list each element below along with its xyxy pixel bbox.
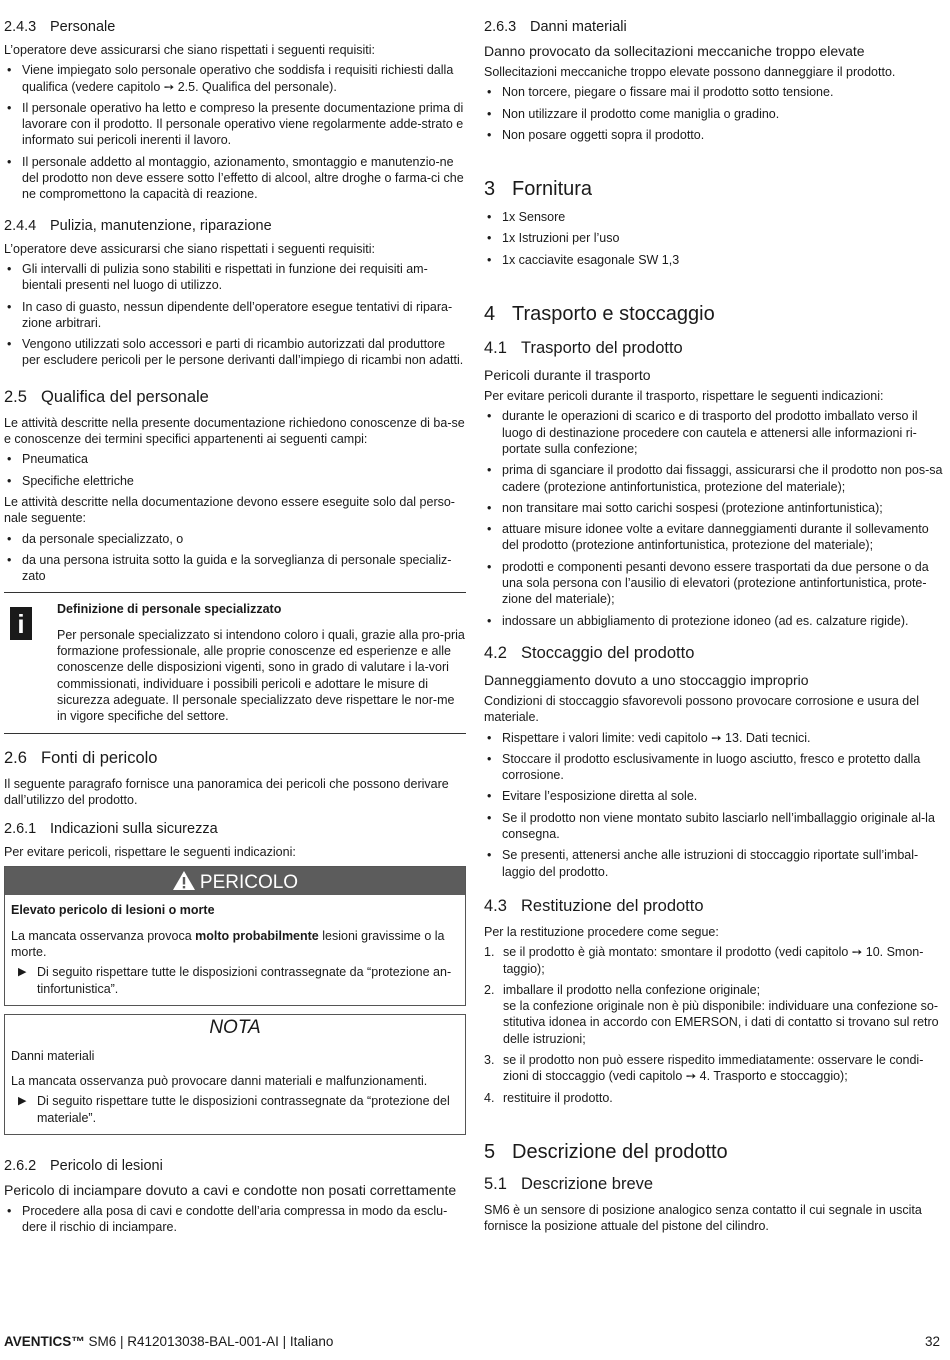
list-item: • attuare misure idonee volte a evitare danneggiamenti durante il sollevamento del prodotto (protezione antinfortunistica, protezione del materiale); [484, 521, 946, 554]
notice-header: NOTA [209, 1016, 261, 1038]
note-title: Definizione di personale specializzato [57, 602, 282, 617]
danger-title: Elevato pericolo di lesioni o morte [11, 903, 215, 918]
document-info: SM6 | R412013038-BAL-001-AI | Italiano [84, 1334, 334, 1349]
list-item: • Evitare l’esposizione diretta al sole. [484, 788, 946, 804]
list-item: • prodotti e componenti pesanti devono essere trasportati da due persone o da una sola persona con l’ausilio di elevatori (protezione antinfortunistica, prote-zione del materiale); [484, 559, 946, 608]
heading-2-4-4: 2.4.4 Pulizia, manutenzione, riparazione [4, 217, 272, 234]
list-item: • Non torcere, piegare o fissare mai il prodotto sotto tensione. [484, 84, 946, 100]
note-text: Per personale specializzato si intendono coloro i quali, grazie alla pro-pria formazione professionale, alle proprie conoscenze ed esperienze e alle conoscenze delle disposizioni vigenti, sono in grado di valutare i la-vori commissionati, individuare i possibili pericoli e adottare le misure di sicurezza adeguate. Il personale specializzato deve rispettare le nor-me in vigore specifiche del settore. [57, 627, 465, 724]
subheading: Pericoli durante il trasporto [484, 367, 651, 384]
list-item: • Il personale operativo ha letto e compreso la presente documentazione prima di lavorare con il prodotto. Il personale operativo viene regolarmente adde-strato e informato sui pericoli inerenti il lavoro. [4, 100, 466, 149]
bullet-list [484, 730, 946, 880]
info-note [4, 592, 466, 733]
paragraph: Condizioni di stoccaggio sfavorevoli possono provocare corrosione e usura del materiale. [484, 693, 919, 725]
list-item: • In caso di guasto, nessun dipendente dell’operatore esegue tentativi di ripara-zione arbitrari. [4, 299, 466, 332]
heading-2-6-3: 2.6.3 Danni materiali [484, 19, 627, 35]
list-item: • Il personale addetto al montaggio, azionamento, smontaggio e manutenzio-ne del prodotto non deve essere sotto l’effetto di alcool, altre droghe o farma-ci che ne compromettono la capacità di reazione. [4, 154, 466, 203]
bullet-list [4, 261, 466, 369]
paragraph: Il seguente paragrafo fornisce una panoramica dei pericoli che possono derivare dall’utilizzo del prodotto. [4, 776, 449, 807]
list-item: • Se il prodotto non viene montato subito lasciarlo nell’imballaggio originale al-la consegna. [484, 810, 946, 843]
bullet-list [484, 209, 946, 268]
heading-2-6-2: 2.6.2 Pericolo di lesioni [4, 1158, 163, 1175]
action-arrow-icon: ▶ [18, 1095, 27, 1108]
danger-text: La mancata osservanza provoca molto probabilmente lesioni gravissime o la morte. [11, 928, 445, 959]
subheading: Danno provocato da sollecitazioni meccaniche troppo elevate [484, 43, 865, 59]
bullet-list [4, 62, 466, 202]
warning-triangle-icon [172, 870, 196, 900]
heading-3: 3 Fornitura [484, 178, 593, 201]
brand-name: AVENTICS™ [4, 1334, 85, 1349]
bullet-list [4, 451, 466, 489]
heading-4: 4 Trasporto e stoccaggio [484, 303, 715, 326]
page-number: 32 [924, 1334, 940, 1349]
paragraph: L’operatore deve assicurarsi che siano rispettati i seguenti requisiti: [4, 241, 376, 256]
heading-4-3: 4.3 Restituzione del prodotto [484, 896, 704, 915]
paragraph: Per evitare pericoli durante il trasporto, rispettare le seguenti indicazioni: [484, 389, 884, 404]
subheading: Pericolo di inciampare dovuto a cavi e condotte non posati correttamente [4, 1182, 457, 1199]
list-item: • Viene impiegato solo personale operativo che soddisfa i requisiti richiesti dalla qualifica (vedere capitolo ➙ 2.5. Qualifica del personale). [4, 62, 466, 95]
list-item: • da personale specializzato, o [4, 531, 466, 547]
heading-2-4-3: 2.4.3 Personale [4, 19, 116, 35]
danger-header: PERICOLO [5, 867, 465, 895]
list-item: • Non posare oggetti sopra il prodotto. [484, 127, 946, 143]
list-item: • durante le operazioni di scarico e di trasporto del prodotto imballato verso il luogo di destinazione procedere con cautela e attenersi alle informazioni ri-portate sulla confezione; [484, 408, 946, 457]
notice-text: La mancata osservanza può provocare danni materiali e malfunzionamenti. [11, 1074, 428, 1089]
bullet-list [4, 531, 466, 585]
paragraph: Per evitare pericoli, rispettare le seguenti indicazioni: [4, 845, 296, 860]
list-item: • Non utilizzare il prodotto come maniglia o gradino. [484, 106, 946, 122]
heading-5-1: 5.1 Descrizione breve [484, 1174, 654, 1193]
info-icon: i [10, 607, 32, 640]
danger-box [4, 866, 466, 1005]
bullet-list [484, 84, 946, 143]
paragraph: Sollecitazioni meccaniche troppo elevate possono danneggiare il prodotto. [484, 65, 896, 79]
heading-4-1: 4.1 Trasporto del prodotto [484, 339, 683, 358]
list-item: • Procedere alla posa di cavi e condotte dell’aria compressa in modo da esclu-dere il rischio di inciampare. [4, 1203, 466, 1236]
page-footer [4, 1334, 944, 1350]
list-item: • Se presenti, attenersi anche alle istruzioni di stoccaggio riportate sull’imbal-laggio del prodotto. [484, 847, 946, 880]
heading-5: 5 Descrizione del prodotto [484, 1140, 728, 1163]
notice-title: Danni materiali [11, 1048, 95, 1063]
list-item: • Specifiche elettriche [4, 473, 466, 489]
list-item: 4. restituire il prodotto. [484, 1090, 613, 1105]
subheading: Danneggiamento dovuto a uno stoccaggio improprio [484, 671, 809, 688]
bullet-list [4, 1203, 466, 1236]
heading-2-6-1: 2.6.1 Indicazioni sulla sicurezza [4, 821, 218, 838]
list-item: • non transitare mai sotto carichi sospesi (protezione antinfortunistica); [484, 500, 946, 516]
paragraph: SM6 è un sensore di posizione analogico senza contatto il cui segnale in uscita fornisce la posizione attuale del pistone del cilindro. [484, 1202, 922, 1234]
paragraph: Le attività descritte nella documentazione devono essere eseguite solo dal perso-nale seguente: [4, 494, 455, 526]
action-arrow-icon: ▶ [18, 966, 27, 979]
paragraph: Le attività descritte nella presente documentazione richiedono conoscenze di ba-se e conoscenze dei termini specifici appartenenti ai seguenti campi: [4, 415, 465, 447]
list-item: se la confezione originale non è più disponibile: individuare una confezione so-stitutiva idonea in accordo con EMERSON, i dati di contatto si trovano sul retro delle istruzioni; [503, 999, 939, 1046]
right-column [484, 16, 946, 1238]
action-item: ▶ Di seguito rispettare tutte le disposizioni contrassegnate da “protezione an-tinfortunistica”. [18, 965, 452, 996]
numbered-list [484, 944, 946, 1106]
list-item: 2. imballare il prodotto nella confezione originale; [484, 982, 761, 997]
list-item: 1. se il prodotto è già montato: smontare il prodotto (vedi capitolo ➙ 10. Smon-taggio); [484, 945, 924, 976]
notice-box [4, 1014, 466, 1135]
list-item: • Stoccare il prodotto esclusivamente in luogo asciutto, fresco e protetto dalla corrosione. [484, 751, 946, 784]
action-item: ▶ Di seguito rispettare tutte le disposizioni contrassegnate da “protezione del materiale”. [18, 1094, 450, 1125]
list-item: • prima di sganciare il prodotto dai fissaggi, assicurarsi che il prodotto non pos-sa cadere (protezione antinfortunistica, protezione del materiale); [484, 462, 946, 495]
list-item: • 1x Istruzioni per l’uso [484, 230, 946, 246]
list-item: • Pneumatica [4, 451, 466, 467]
list-item: • Vengono utilizzati solo accessori e parti di ricambio autorizzati dal produttore per escludere pericoli per le persone derivanti dall’impiego di ricambi non adatti. [4, 336, 466, 369]
heading-4-2: 4.2 Stoccaggio del prodotto [484, 643, 695, 662]
heading-2-5: 2.5 Qualifica del personale [4, 387, 209, 406]
list-item: • Gli intervalli di pulizia sono stabiliti e rispettati in funzione dei requisiti am-bientali presenti nel luogo di utilizzo. [4, 261, 466, 294]
heading-2-6: 2.6 Fonti di pericolo [4, 748, 158, 767]
paragraph: L’operatore deve assicurarsi che siano rispettati i seguenti requisiti: [4, 43, 376, 57]
list-item: • 1x Sensore [484, 209, 946, 225]
list-item: • 1x cacciavite esagonale SW 1,3 [484, 252, 946, 268]
list-item: • indossare un abbigliamento di protezione idoneo (ad es. calzature rigide). [484, 613, 946, 629]
list-item: • Rispettare i valori limite: vedi capitolo ➙ 13. Dati tecnici. [484, 730, 946, 746]
list-item: • da una persona istruita sotto la guida e la sorveglianza di personale specializ-zato [4, 552, 466, 585]
list-item: 3. se il prodotto non può essere rispedito immediatamente: osservare le condi-zioni di stoccaggio (vedi capitolo ➙ 4. Trasporto e stoccaggio); [484, 1052, 924, 1084]
paragraph: Per la restituzione procedere come segue: [484, 924, 719, 939]
left-column [4, 16, 466, 1241]
bullet-list [484, 408, 946, 629]
